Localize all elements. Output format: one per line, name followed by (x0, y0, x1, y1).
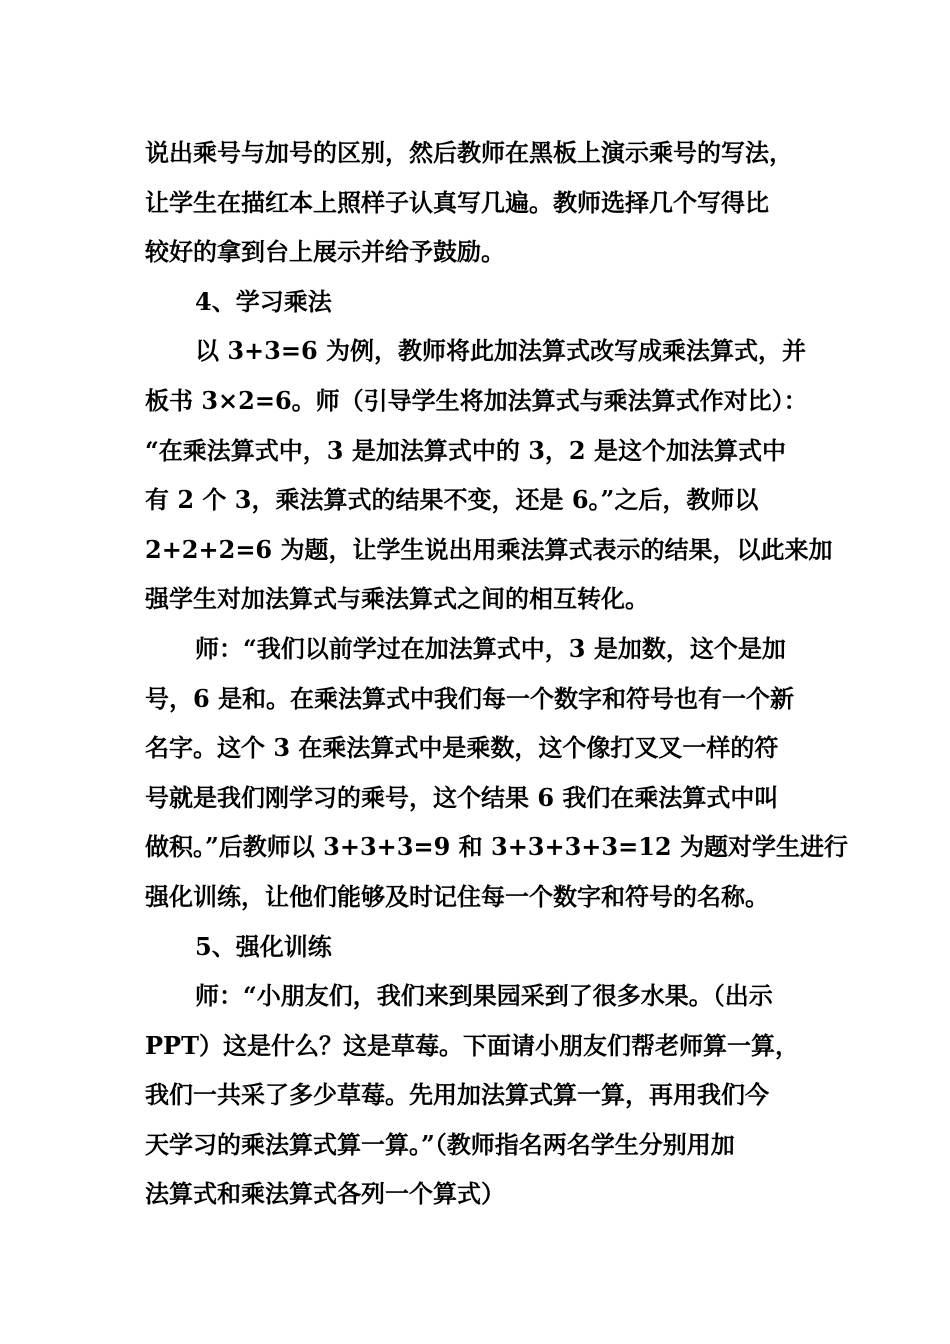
text-line: 让学生在描红本上照样子认真写几遍。教师选择几个写得比 (145, 187, 769, 217)
text-line: 做积。”后教师以 3+3+3=9 和 3+3+3+3=12 为题对学生进行 (145, 832, 848, 862)
text-line: 法算式和乘法算式各列一个算式） (145, 1179, 505, 1209)
text-line: 师：“我们以前学过在加法算式中，3 是加数，这个是加 (195, 633, 786, 663)
text-line: 2+2+2=6 为题，让学生说出用乘法算式表示的结果，以此来加 (145, 534, 833, 564)
text-line: 师：“小朋友们，我们来到果园采到了很多水果。（出示 (195, 981, 773, 1011)
section-heading: 5、强化训练 (195, 931, 332, 961)
text-line: 板书 3×2=6。师（引导学生将加法算式与乘法算式作对比）： (145, 385, 808, 415)
text-line: PPT）这是什么？这是草莓。下面请小朋友们帮老师算一算， (145, 1030, 799, 1060)
document-body (145, 128, 848, 1219)
text-line: 天学习的乘法算式算一算。”（教师指名两名学生分别用加 (145, 1129, 735, 1159)
text-line: 强学生对加法算式与乘法算式之间的相互转化。 (145, 584, 649, 614)
text-line: 号就是我们刚学习的乘号，这个结果 6 我们在乘法算式中叫 (145, 782, 779, 812)
text-line: 强化训练，让他们能够及时记住每一个数字和符号的名称。 (145, 881, 769, 911)
text-line: “在乘法算式中，3 是加法算式中的 3，2 是这个加法算式中 (145, 435, 786, 465)
text-line: 有 2 个 3，乘法算式的结果不变，还是 6。”之后，教师以 (145, 485, 759, 515)
text-line: 较好的拿到台上展示并给予鼓励。 (145, 237, 505, 267)
text-line: 以 3+3=6 为例，教师将此加法算式改写成乘法算式，并 (195, 336, 807, 366)
section-heading: 4、学习乘法 (195, 286, 332, 316)
text-line: 号，6 是和。在乘法算式中我们每一个数字和符号也有一个新 (145, 683, 795, 713)
text-line: 名字。这个 3 在乘法算式中是乘数，这个像打叉叉一样的符 (145, 733, 779, 763)
text-line: 我们一共采了多少草莓。先用加法算式算一算，再用我们今 (145, 1080, 769, 1110)
text-line: 说出乘号与加号的区别，然后教师在黑板上演示乘号的写法， (145, 138, 793, 167)
